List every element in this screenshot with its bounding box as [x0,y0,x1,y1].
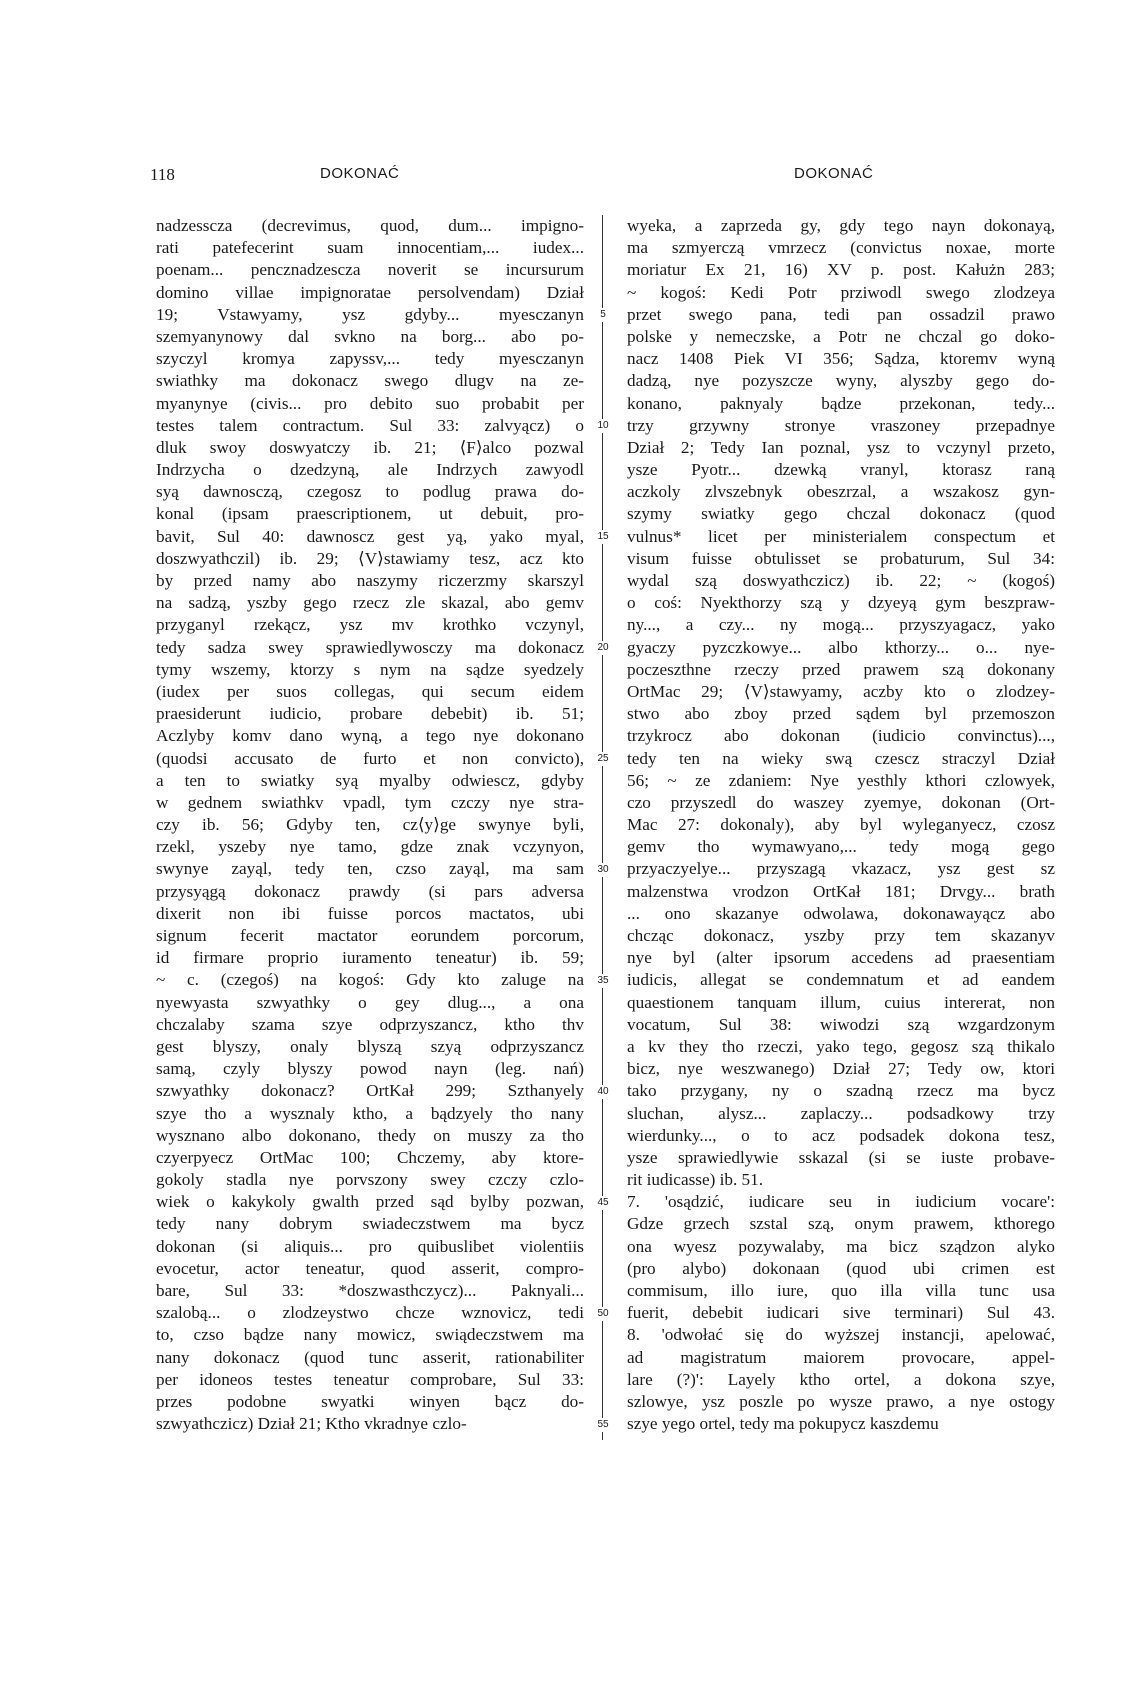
running-head-left: DOKONAĆ [320,165,400,182]
text-line: swiathky ma dokonacz swego dlugv na ze- [156,371,584,391]
text-line: doszwyathczil) ib. 29; ⟨V⟩stawiamy tesz, acz kto [156,548,584,568]
text-line: szymy swiatky gego chczal dokonacz (quod [627,504,1055,524]
text-line: Mac 27: dokonaly), aby byl wyleganyecz, czosz [627,815,1055,835]
text-line: 8. 'odwołać się do wyższej instancji, apelować, [627,1325,1055,1345]
text-line: wierdunky..., o to acz podsadek dokona tesz, [627,1125,1055,1145]
text-line: gemv tho wymawyano,... tedy mogą gego [627,837,1055,857]
text-line: (pro alybo) dokonaan (quod ubi crimen est [627,1258,1055,1278]
text-line: przet swego pana, tedi pan ossadzil prawo [627,304,1055,324]
text-line: vulnus* licet per ministerialem conspectum et [627,526,1055,546]
text-line: konal (ipsam praescriptionem, ut debuit, pro- [156,504,584,524]
text-line: by przed namy abo naszymy riczerzmy skarszyl [156,571,584,590]
text-line: wiek o kakykoly gwalth przed sąd bylby pozwan, [156,1192,584,1212]
text-line: gyaczy pyzczkowye... albo kthorzy... o... nye- [627,637,1055,657]
text-line: id firmare proprio iuramento teneatur) ib. 59; [156,948,584,968]
text-line: przes podobne swyatki winyen bącz do- [156,1391,584,1411]
text-line: praesiderunt iudicio, probare debebit) ib. 51; [156,704,584,724]
text-line: bicz, nye weszwanego) Dział 27; Tedy ow, ktori [627,1059,1055,1079]
text-line: 19; Vstawyamy, ysz gdyby... myesczanyn [156,304,584,324]
text-line: szye tho a wysznaly ktho, a bądzyely tho nany [156,1103,584,1123]
text-line: lare (?)': Layely ktho ortel, a dokona szye, [627,1369,1055,1389]
text-line: tedy nany dobrym swiadeczstwem ma bycz [156,1214,584,1234]
text-line: testes talem contractum. Sul 33: zalvyącz) o [156,415,584,435]
text-line: syą dawnosczą, czegosz to podlug prawa do- [156,482,584,502]
text-line: dluk swoy doswyatczy ib. 21; ⟨F⟩alco pozwal [156,437,584,457]
text-line: wydal szą doswyathczicz) ib. 22; ~ (kogoś) [627,571,1055,590]
text-line: 56; ~ ze zdaniem: Nye yesthly kthori czlowyek, [627,770,1055,790]
text-line: szemyanynowy dal svkno na borg... abo po- [156,326,584,346]
text-line: na sadzą, yszby gego rzecz zle skazal, abo gemv [156,593,584,613]
text-line: Indrzycha o dzedzyną, ale Indrzych zawyodl [156,460,584,480]
text-line: trzy grzywny stronye vraszoney przepadnye [627,415,1055,435]
line-number: 35 [591,974,615,988]
text-line: polske y nemeczske, a Potr ne chczal go doko- [627,326,1055,346]
text-line: ona wyesz pozywalaby, ma bicz sządzon alyko [627,1236,1055,1256]
text-line: aczkoly zlvszebnyk obeszrzal, a wszakosz gyn- [627,482,1055,502]
page-number: 118 [150,165,175,184]
line-number: 25 [591,752,615,766]
right-text-column [627,215,1055,1435]
text-line: szye yego ortel, tedy ma pokupycz kaszdemu [627,1414,939,1434]
text-line: dokonan (si aliquis... pro quibuslibet violentiis [156,1236,584,1256]
text-line: samą, czyly blyszy powod nayn (leg. nań) [156,1059,584,1079]
text-line: malzenstwa vrodzon OrtKał 181; Drvgy... brath [627,881,1055,901]
text-line: sluchan, alysz... zaplaczy... podsadkowy trzy [627,1103,1055,1123]
text-line: moriatur Ex 21, 16) XV p. post. Kałużn 283; [627,260,1055,280]
line-number: 30 [591,863,615,877]
text-line: quaestionem tanquam illum, cuius intererat, non [627,992,1055,1012]
text-line: nyewyasta szwyathky o gey dlug..., a ona [156,992,584,1012]
text-line: (quodsi accusato de furto et non convicto), [156,748,584,768]
text-line: Gdze grzech szstal szą, onym prawem, kthorego [627,1214,1055,1234]
column-divider [602,215,603,1440]
text-line: nacz 1408 Piek VI 356; Sądza, ktoremv wyną [627,349,1055,369]
text-line: nadzesscza (decrevimus, quod, dum... impigno- [156,216,584,235]
text-line: szlowye, ysz poszle po wysze prawo, a nye ostogy [627,1391,1055,1411]
page-header [150,165,1055,189]
text-line: domino villae impignoratae persolvendam) Dział [156,282,584,302]
text-line: ysze Pyotr... dzewką vranyl, ktorasz raną [627,460,1055,480]
line-number: 15 [591,530,615,544]
line-number: 10 [591,419,615,433]
text-line: OrtMac 29; ⟨V⟩stawyamy, aczby kto o zlodzey- [627,681,1055,701]
running-head-right: DOKONAĆ [794,165,874,182]
text-line: swynye zayąl, tedy ten, czso zayąl, ma sam [156,859,584,879]
text-line: czyerpyecz OrtMac 100; Chczemy, aby ktore- [156,1147,584,1167]
text-line: ~ kogoś: Kedi Potr prziwodl swego zlodzeya [627,282,1055,302]
text-line: tako przygany, ny o szadną rzecz ma bycz [627,1081,1055,1101]
text-line: gokoly stadla nye porvszony swey czczy czlo- [156,1170,584,1190]
text-line: ... ono skazanye odwolawa, dokonawayącz abo [627,903,1055,923]
text-line: bavit, Sul 40: dawnoscz gest yą, yako myal, [156,526,584,546]
text-line: per idoneos testes teneatur comprobare, Sul 33: [156,1369,584,1389]
text-line: przyganyl rzekącz, ysz mv krothko vczynyl, [156,615,584,635]
text-line: chczalaby szama szye odprzyszancz, ktho thv [156,1014,584,1034]
text-line: nye byl (alter ipsorum accedens ad praesentiam [627,948,1055,968]
text-line: szyczyl kromya zapyssv,... tedy myesczanyn [156,349,584,369]
text-line: wyeka, a zaprzeda gy, gdy tego nayn dokonayą, [627,216,1055,235]
text-line: szwyathky dokonacz? OrtKał 299; Szthanyely [156,1081,584,1101]
text-line: ma szmyerczą vmrzecz (convictus noxae, morte [627,238,1055,258]
text-line: trzykrocz abo dokonan (iudicio convinctus)..., [627,726,1055,746]
text-line: (iudex per suos collegas, qui secum eidem [156,681,584,701]
line-number: 20 [591,641,615,655]
line-number: 40 [591,1085,615,1099]
text-line: evocetur, actor teneatur, quod asserit, compro- [156,1258,584,1278]
text-line: konano, paknyaly bądze przekonan, tedy... [627,393,1055,413]
text-line: gest blyszy, onaly blyszą szyą odprzyszancz [156,1036,584,1056]
text-line: ad magistratum maiorem provocare, appel- [627,1347,1055,1367]
text-line: commisum, illo iure, quo illa villa tunc usa [627,1281,1055,1300]
text-line: ~ c. (czegoś) na kogoś: Gdy kto zaluge na [156,970,584,990]
text-line: 7. 'osądzić, iudicare seu in iudicium vocare': [627,1192,1055,1212]
text-line: szwyathczicz) Dział 21; Ktho vkradnye czlo- [156,1414,467,1434]
text-line: rit iudicasse) ib. 51. [627,1170,764,1190]
text-line: visum fuisse obtulisset se probaturum, Sul 34: [627,548,1055,568]
text-line: przysyągą dokonacz prawdy (si pars adversa [156,881,584,901]
text-line: tedy sadza swey sprawiedlywosczy ma dokonacz [156,637,584,657]
text-line: Dział 2; Tedy Ian poznal, ysz to vczynyl przeto, [627,437,1055,457]
text-line: tedy ten na wieky swą czescz straczyl Dział [627,748,1055,768]
text-line: bare, Sul 33: *doszwasthczycz)... Paknyali... [156,1281,584,1300]
text-line: w gednem swiathkv vpadl, tym czczy nye stra- [156,792,584,812]
text-line: czo przyszedl do waszey zyemye, dokonan (Ort- [627,792,1055,812]
text-line: to, czso bądze nany mowicz, swiądeczstwem ma [156,1325,584,1345]
text-line: myanynye (civis... pro debito suo probabit per [156,393,584,413]
text-line: dadzą, nye pozyszcze wyny, alyszby gego do- [627,371,1055,391]
text-line: ysze sprawiedlywie sskazal (si se iuste probave- [627,1147,1055,1167]
text-line: nany dokonacz (quod tunc asserit, rationabiliter [156,1347,584,1367]
text-line: tymy wszemy, ktorzy s nym na sądze syedzely [156,659,584,679]
text-line: ny..., a czy... ny mogą... przyszyagacz, yako [627,615,1055,635]
line-number: 5 [591,308,615,322]
text-line: rzekl, yszeby nye tamo, gdze znak vczynyon, [156,837,584,857]
text-line: wysznano albo dokonano, thedy on muszy za tho [156,1125,584,1145]
text-line: chcząc dokonacz, yszby przy tem skazanyv [627,926,1055,945]
line-number: 45 [591,1196,615,1210]
text-line: signum fecerit mactator eorundem porcorum, [156,926,584,945]
text-line: iudicis, allegat se condemnatum et ad eandem [627,970,1055,990]
text-line: dixerit non ibi fuisse porcos mactatos, ubi [156,903,584,923]
left-text-column [156,215,584,1435]
text-line: vocatum, Sul 38: wiwodzi szą wzgardzonym [627,1014,1055,1034]
text-line: a ten to swiatky syą myalby odwiescz, gdyby [156,770,584,790]
text-line: a kv they tho rzeczi, yako tego, gegosz szą thikalo [627,1036,1055,1056]
text-line: rati patefecerint suam innocentiam,... iudex... [156,238,584,258]
text-line: szalobą... o zlodzeystwo chcze wznovicz, tedi [156,1303,584,1323]
text-line: fuerit, debebit iudicari sive terminari) Sul 43. [627,1303,1055,1323]
text-line: przyaczyelye... przyszagą vkazacz, ysz gest sz [627,859,1055,879]
text-line: stwo abo zboy przed sądem byl przemoszon [627,704,1055,724]
line-number: 55 [591,1418,615,1432]
text-line: o coś: Nyekthorzy szą y dzyeyą gym beszpraw- [627,593,1055,613]
text-line: poczeszthne rzeczy przed prawem szą dokonany [627,659,1055,679]
line-number: 50 [591,1307,615,1321]
text-line: Aczlyby komv dano wyną, a tego nye dokonano [156,726,584,746]
text-line: poenam... pencznadzescza noverit se incursurum [156,260,584,280]
text-line: czy ib. 56; Gdyby ten, cz⟨y⟩ge swynye byli, [156,815,584,835]
